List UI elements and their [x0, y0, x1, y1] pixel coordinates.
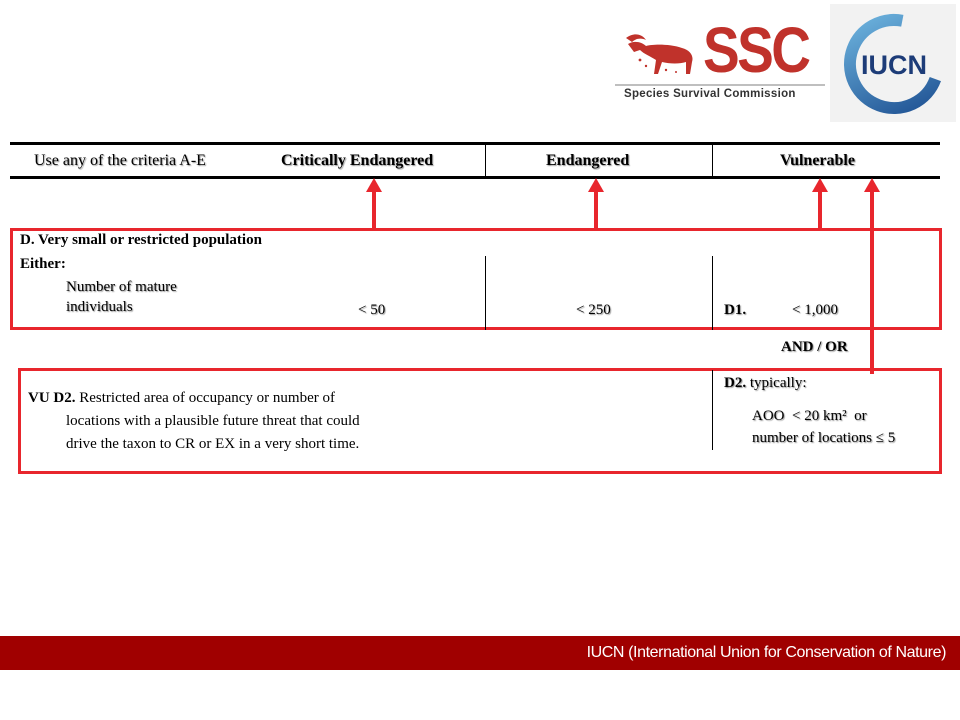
header-divider-cr-en	[485, 145, 486, 176]
d1-label: D1.	[724, 302, 747, 318]
header-top-rule	[10, 142, 940, 145]
ssc-logo-text: SSC	[703, 14, 809, 86]
mature-individuals-label-line2: individuals	[66, 299, 133, 315]
iucn-logo-text: IUCN	[861, 50, 927, 80]
iucn-logo	[842, 12, 946, 116]
endangered-header: Endangered	[546, 152, 630, 169]
d2-typically-label	[724, 375, 807, 392]
criterion-d-title: D. Very small or restricted population	[20, 232, 262, 248]
mature-individuals-label-line1: Number of mature	[66, 279, 177, 295]
vulnerable-header: Vulnerable	[780, 152, 855, 169]
arrow-up-vu-d1-icon	[810, 178, 830, 230]
critically-endangered-header: Critically Endangered	[281, 152, 434, 169]
vu-d2-description-line1	[28, 390, 335, 407]
vu-d2-lead: VU D2.	[28, 390, 76, 406]
vu-d2-description-line2: locations with a plausible future threat that could	[66, 413, 360, 429]
footer-bar	[0, 636, 960, 670]
and-or-connector: AND / OR	[781, 339, 848, 355]
vu-d2-description-line3: drive the taxon to CR or EX in a very short time.	[66, 436, 360, 452]
arrow-up-cr-icon	[364, 178, 384, 230]
ssc-ibex-logo-icon	[620, 30, 700, 80]
d2-divider	[712, 370, 713, 450]
aoo-threshold: AOO < 20 km² or	[752, 408, 867, 424]
criteria-label: Use any of the criteria A-E	[34, 152, 206, 169]
header-bottom-rule	[10, 176, 940, 179]
either-label: Either:	[20, 256, 66, 272]
locations-threshold: number of locations ≤ 5	[752, 430, 896, 446]
typically-text: typically:	[749, 375, 807, 391]
footer-text: IUCN (International Union for Conservation of Nature)	[586, 644, 946, 661]
d-divider-cr-en	[485, 256, 486, 330]
vu-threshold-value: < 1,000	[792, 302, 838, 318]
header-divider-en-vu	[712, 145, 713, 176]
en-threshold-value: < 250	[576, 302, 611, 318]
vu-d2-line1-text: Restricted area of occupancy or number of	[79, 390, 335, 406]
ssc-logo-subtitle: Species Survival Commission	[624, 88, 796, 100]
d2-label: D2.	[724, 375, 747, 391]
arrow-up-en-icon	[586, 178, 606, 230]
cr-threshold-value: < 50	[358, 302, 386, 318]
ssc-logo-divider	[615, 84, 825, 86]
d-divider-en-vu	[712, 256, 713, 330]
